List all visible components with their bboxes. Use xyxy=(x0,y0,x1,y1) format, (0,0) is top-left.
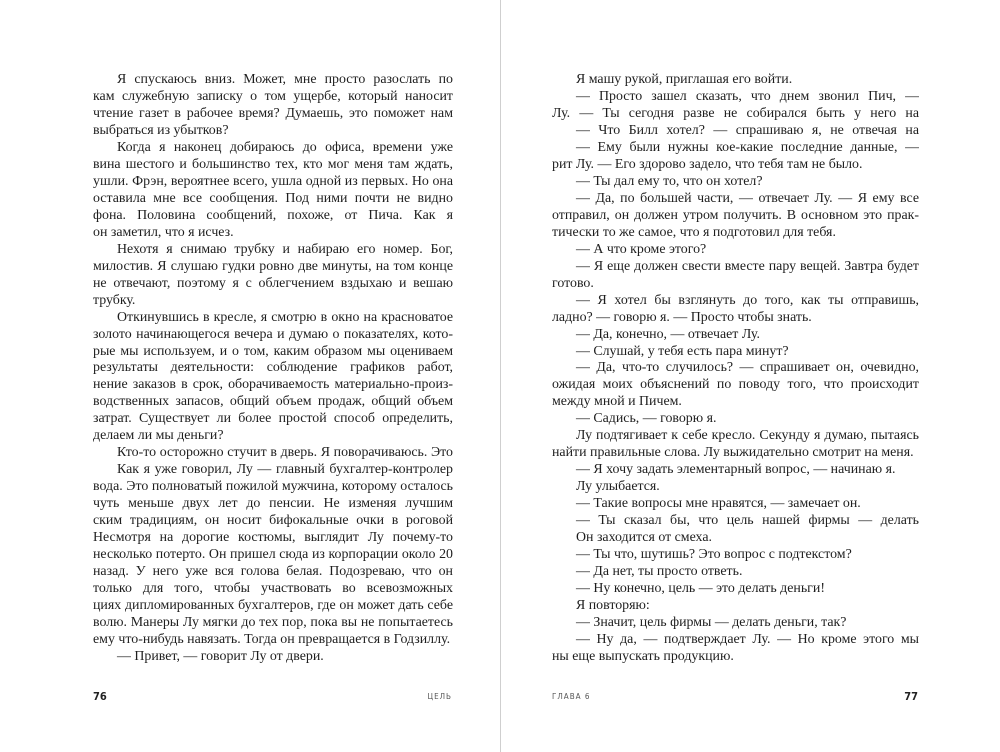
paragraph xyxy=(552,123,919,140)
text-line: тически то же самое, что я подготовил для тебя. xyxy=(552,224,836,240)
text-line: не отвечают, поэтому я с облегчением вздыхаю и вешаю xyxy=(93,275,453,291)
text-line: Нехотя я снимаю трубку и набираю его номер. Бог, xyxy=(117,241,453,257)
text-line: ны еще выпускать продукцию. xyxy=(552,648,734,664)
text-line: между мной и Пичем. xyxy=(552,394,682,410)
text-line: Я машу рукой, приглашая его войти. xyxy=(576,72,793,87)
paragraph xyxy=(552,72,919,89)
text-line: ему что-нибудь навязать. Тогда он превращается в Годзиллу. xyxy=(93,631,451,647)
paragraph xyxy=(552,140,919,174)
text-line: — Я хочу задать элементарный вопрос, — начинаю я. xyxy=(576,462,896,478)
text-line: — Да нет, ты просто ответь. xyxy=(576,564,743,580)
paragraph xyxy=(93,242,453,310)
text-line: — Да, по большей части, — отвечает Лу. — Я ему все xyxy=(576,190,919,206)
text-line: циях дипломированных бухгалтеров, где он может дать себе xyxy=(93,598,453,614)
text-line: кам служебную записку о том ущербе, который наносит xyxy=(93,88,453,104)
text-line: — Ему были нужны кое-какие последние данные, — xyxy=(576,139,919,155)
text-line: рит Лу. — Его здорово задело, что тебя там не было. xyxy=(552,156,863,172)
text-line: Я повторяю: xyxy=(576,598,650,614)
text-line: Как я уже говорил, Лу — главный бухгалтер-контролер xyxy=(117,462,453,478)
text-line: вина шестого и большинство тех, кто мог меня там ждать, xyxy=(93,156,453,172)
paragraph xyxy=(93,649,453,666)
text-line: трубку. xyxy=(93,292,136,308)
text-line: отправил, он должен утром получить. В основном это прак- xyxy=(552,207,919,223)
paragraph xyxy=(552,598,919,615)
text-line: — Ну да, — подтверждает Лу. — Но кроме этого мы xyxy=(576,631,919,647)
text-line: Он заходится от смеха. xyxy=(576,530,712,546)
left-running-head: ЦЕЛЬ xyxy=(427,692,452,701)
paragraph xyxy=(552,89,919,123)
paragraph xyxy=(552,344,919,361)
text-line: Кто-то осторожно стучит в дверь. Я поворачиваюсь. Это xyxy=(117,445,453,461)
text-line: — Такие вопросы мне нравятся, — замечает он. xyxy=(576,496,861,512)
text-line: — Да, конечно, — отвечает Лу. xyxy=(576,326,760,342)
left-page-number: 76 xyxy=(93,690,107,703)
text-line: фона. Половина сообщений, похоже, от Пича. Как я xyxy=(93,207,453,223)
text-line: ожидая моих объяснений по поводу того, что происходит xyxy=(552,377,919,393)
paragraph xyxy=(93,445,453,462)
text-line: — Я еще должен свести вместе пару вещей. Завтра будет xyxy=(576,258,919,274)
paragraph xyxy=(93,310,453,446)
paragraph xyxy=(93,462,453,649)
text-line: рые мы используем, и о том, каким образом мы оцениваем xyxy=(93,343,453,359)
text-line: затрат. Существует ли более простой способ определить, xyxy=(93,411,453,427)
text-line: оставила мне все сообщения. Под ними почти не видно xyxy=(93,190,453,206)
paragraph xyxy=(93,72,453,140)
text-line: — Значит, цель фирмы — делать деньги, так? xyxy=(576,615,847,630)
text-line: Я спускаюсь вниз. Может, мне просто разослать по xyxy=(117,72,453,87)
left-page-body xyxy=(93,72,453,666)
text-line: — Слушай, у тебя есть пара минут? xyxy=(576,343,789,359)
text-line: ушли. Фрэн, вероятнее всего, ушла одной из первых. Но она xyxy=(93,173,453,189)
text-line: водственных запасов, общий объем продаж, общий объем xyxy=(93,394,453,410)
paragraph xyxy=(552,547,919,564)
text-line: ским традициям, он носит бифокальные очки в роговой xyxy=(93,513,453,529)
right-page-number: 77 xyxy=(904,690,918,703)
text-line: найти правильные слова. Лу выжидательно смотрит на меня. xyxy=(552,445,914,461)
text-line: готово. xyxy=(552,275,594,291)
right-page-body xyxy=(552,72,919,666)
text-line: — Садись, — говорю я. xyxy=(576,411,717,427)
text-line: — Привет, — говорит Лу от двери. xyxy=(117,648,324,664)
text-line: — Ты сказал бы, что цель нашей фирмы — делать xyxy=(576,513,919,529)
paragraph xyxy=(552,462,919,479)
text-line: — Что Билл хотел? — спрашиваю я, не отвечая на xyxy=(576,122,919,138)
text-line: делаем ли мы деньги? xyxy=(93,428,224,444)
paragraph xyxy=(552,479,919,496)
text-line: только для того, чтобы участвовать во всевозможных xyxy=(93,581,453,597)
paragraph xyxy=(552,496,919,513)
text-line: — Просто зашел сказать, что днем звонил Пич, — xyxy=(576,88,919,104)
text-line: выбраться из убытков? xyxy=(93,122,229,138)
paragraph xyxy=(552,191,919,242)
text-line: Несмотря на дорогие костюмы, выглядит Лу почему-то xyxy=(93,530,453,546)
right-running-head: ГЛАВА 6 xyxy=(552,692,591,701)
page-gutter-divider xyxy=(500,0,501,752)
text-line: назад. У него уже вся голова белая. Подозреваю, что он xyxy=(93,564,453,580)
text-line: ладно? — говорю я. — Просто чтобы знать. xyxy=(552,309,812,325)
text-line: он заметил, что я исчез. xyxy=(93,224,234,240)
paragraph xyxy=(552,327,919,344)
text-line: несколько потерто. Он пришел сюда из корпорации около 20 xyxy=(93,547,453,563)
text-line: — Ну конечно, цель — это делать деньги! xyxy=(576,581,825,597)
text-line: — Я хотел бы взглянуть до того, как ты отправишь, xyxy=(576,292,919,308)
paragraph xyxy=(552,259,919,293)
text-line: чуть меньше двух лет до пенсии. Не изменяя лучшим xyxy=(93,496,453,512)
text-line: чтение газет в рабочее время? Думаешь, это поможет нам xyxy=(93,105,453,121)
text-line: — Ты что, шутишь? Это вопрос с подтекстом? xyxy=(576,547,852,563)
text-line: Лу улыбается. xyxy=(576,479,660,495)
paragraph xyxy=(552,564,919,581)
text-line: — А что кроме этого? xyxy=(576,241,707,257)
text-line: результаты деятельности: соблюдение графиков работ, xyxy=(93,360,453,376)
text-line: нение заказов в срок, оборачиваемость материально-произ- xyxy=(93,377,453,393)
paragraph xyxy=(552,174,919,191)
text-line: — Да, что-то случилось? — спрашивает он, очевидно, xyxy=(576,360,919,376)
paragraph xyxy=(552,242,919,259)
paragraph xyxy=(552,513,919,530)
paragraph xyxy=(552,360,919,411)
paragraph xyxy=(552,530,919,547)
paragraph xyxy=(552,615,919,632)
text-line: Лу подтягивает к себе кресло. Секунду я думаю, пытаясь xyxy=(576,428,919,444)
paragraph xyxy=(552,293,919,327)
text-line: — Ты дал ему то, что он хотел? xyxy=(576,173,763,189)
paragraph xyxy=(552,581,919,598)
text-line: волю. Манеры Лу мягки до тех пор, пока вы не попытаетесь xyxy=(93,615,453,630)
text-line: Откинувшись в кресле, я смотрю в окно на красноватое xyxy=(117,309,453,325)
paragraph xyxy=(93,140,453,242)
text-line: золото начинающегося вечера и думаю о показателях, кото- xyxy=(93,326,453,342)
paragraph xyxy=(552,632,919,666)
paragraph xyxy=(552,411,919,428)
text-line: вода. Это полноватый пожилой мужчина, которому осталось xyxy=(93,479,453,495)
text-line: милостив. Я слушаю гудки ровно две минуты, на том конце xyxy=(93,258,453,274)
text-line: Когда я наконец добираюсь до офиса, времени уже xyxy=(117,139,453,155)
paragraph xyxy=(552,428,919,462)
text-line: Лу. — Ты сегодня разве не собирался быть у него на xyxy=(552,105,919,121)
